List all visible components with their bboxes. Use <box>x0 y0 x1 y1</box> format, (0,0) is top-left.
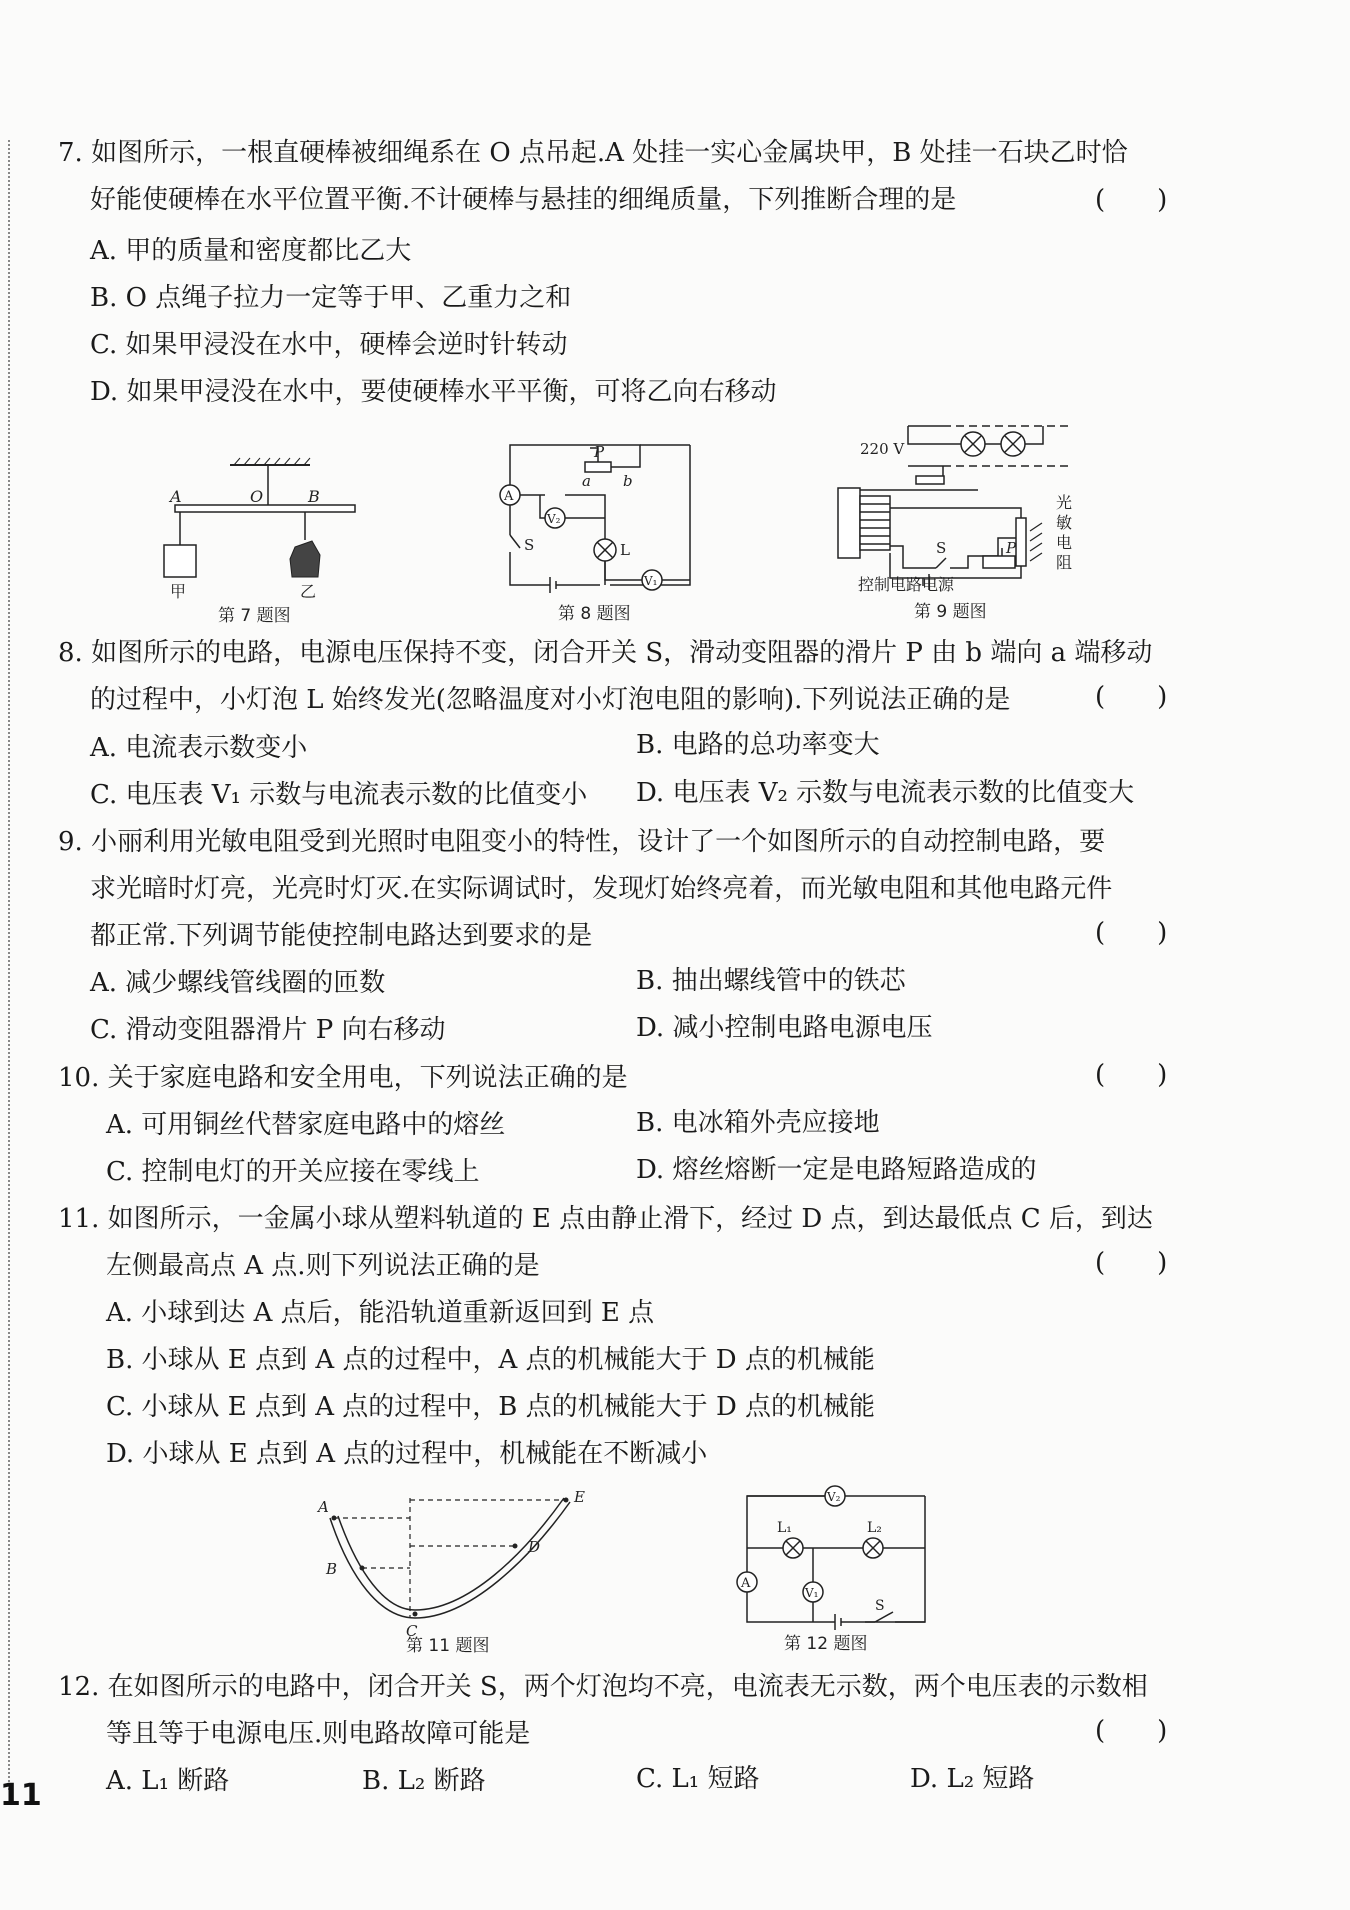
fig12-label-l2: L₂ <box>867 1520 882 1536</box>
q10-answer-paren: ( ) <box>1095 1060 1168 1090</box>
fig7-lever-diagram <box>150 455 370 605</box>
q12-stem-line2: 等且等于电源电压.则电路故障可能是 <box>106 1719 531 1749</box>
q12-option-b: B. L₂ 断路 <box>362 1766 486 1796</box>
q10-option-d: D. 熔丝熔断一定是电路短路造成的 <box>636 1155 1037 1185</box>
fig12-label-v1: V₁ <box>805 1586 819 1600</box>
q12-answer-paren: ( ) <box>1095 1716 1168 1746</box>
fig11-label-a: A <box>318 1498 329 1516</box>
fig7-label-yi: 乙 <box>300 582 317 601</box>
fig12-label-v2: V₂ <box>827 1490 841 1504</box>
q11-option-a: A. 小球到达 A 点后，能沿轨道重新返回到 E 点 <box>106 1298 655 1328</box>
fig8-caption: 第 8 题图 <box>558 604 631 624</box>
q7-option-a: A. 甲的质量和密度都比乙大 <box>90 236 412 266</box>
fig7-caption: 第 7 题图 <box>218 606 291 626</box>
q10-option-c: C. 控制电灯的开关应接在零线上 <box>106 1157 480 1187</box>
q9-answer-paren: ( ) <box>1095 918 1168 948</box>
fig9-label-ldr-4: 阻 <box>1056 553 1073 572</box>
fig9-label-ldr-3: 电 <box>1056 533 1073 552</box>
q12-stem-line1: 12. 在如图所示的电路中，闭合开关 S，两个灯泡均不亮，电流表无示数，两个电压表的示数相 <box>58 1672 1148 1702</box>
fig9-caption: 第 9 题图 <box>914 602 987 622</box>
q12-option-a: A. L₁ 断路 <box>106 1766 230 1796</box>
q12-option-d: D. L₂ 短路 <box>910 1764 1035 1794</box>
q11-stem-line1: 11. 如图所示，一金属小球从塑料轨道的 E 点由静止滑下，经过 D 点，到达最低点 C 后，到达 <box>58 1204 1153 1234</box>
fig12-label-l1: L₁ <box>777 1520 792 1536</box>
q9-option-a: A. 减少螺线管线圈的匝数 <box>90 968 386 998</box>
fig12-circuit-diagram <box>725 1482 945 1632</box>
q12-option-c: C. L₁ 短路 <box>636 1764 760 1794</box>
fig12-caption: 第 12 题图 <box>784 1634 868 1654</box>
fig8-label-l: L <box>620 541 630 559</box>
fig11-label-e: E <box>574 1488 585 1506</box>
fig8-label-p: P <box>594 443 605 461</box>
q9-option-b: B. 抽出螺线管中的铁芯 <box>636 966 906 996</box>
q8-option-a: A. 电流表示数变小 <box>90 733 308 763</box>
page-number: 11 <box>0 1778 42 1813</box>
fig9-label-p: P <box>1006 539 1017 557</box>
q9-option-d: D. 减小控制电路电源电压 <box>636 1013 933 1043</box>
q11-option-d: D. 小球从 E 点到 A 点的过程中，机械能在不断减小 <box>106 1439 708 1469</box>
fig8-label-s: S <box>524 536 535 554</box>
q9-stem-line2: 求光暗时灯亮，光亮时灯灭.在实际调试时，发现灯始终亮着，而光敏电阻和其他电路元件 <box>90 874 1113 904</box>
fig7-label-a: A <box>170 487 182 506</box>
q8-option-b: B. 电路的总功率变大 <box>636 730 880 760</box>
binding-margin-line <box>8 140 10 1790</box>
fig9-label-s: S <box>936 539 947 557</box>
fig12-label-s: S <box>875 1598 885 1614</box>
fig7-label-jia: 甲 <box>170 582 187 601</box>
q7-option-b: B. O 点绳子拉力一定等于甲、乙重力之和 <box>90 283 572 313</box>
q7-option-d: D. 如果甲浸没在水中，要使硬棒水平平衡，可将乙向右移动 <box>90 377 777 407</box>
fig8-label-a: a <box>582 472 591 490</box>
fig7-label-b: B <box>308 487 320 506</box>
q7-option-c: C. 如果甲浸没在水中，硬棒会逆时针转动 <box>90 330 568 360</box>
fig9-label-voltage: 220 V <box>860 440 905 458</box>
fig8-label-ammeter: A <box>504 489 514 504</box>
fig8-label-v1: V₁ <box>644 574 658 588</box>
q8-option-c: C. 电压表 V₁ 示数与电流表示数的比值变小 <box>90 780 588 810</box>
fig9-label-ldr-1: 光 <box>1056 493 1073 512</box>
fig12-label-ammeter: A <box>741 1576 751 1591</box>
q10-option-b: B. 电冰箱外壳应接地 <box>636 1108 880 1138</box>
fig11-track-diagram <box>310 1488 600 1638</box>
fig7-label-o: O <box>250 487 264 506</box>
q9-option-c: C. 滑动变阻器滑片 P 向右移动 <box>90 1015 446 1045</box>
q11-stem-line2: 左侧最高点 A 点.则下列说法正确的是 <box>106 1251 540 1281</box>
q7-stem-line1: 7. 如图所示，一根直硬棒被细绳系在 O 点吊起.A 处挂一实心金属块甲，B 处挂一石块乙时恰 <box>58 138 1128 168</box>
fig9-label-source: 控制电路电源 <box>858 575 955 594</box>
q8-option-d: D. 电压表 V₂ 示数与电流表示数的比值变大 <box>636 778 1135 808</box>
q10-option-a: A. 可用铜丝代替家庭电路中的熔丝 <box>106 1110 506 1140</box>
q10-stem-line1: 10. 关于家庭电路和安全用电，下列说法正确的是 <box>58 1063 628 1093</box>
fig9-label-ldr-2: 敏 <box>1056 513 1073 532</box>
q11-answer-paren: ( ) <box>1095 1248 1168 1278</box>
q8-answer-paren: ( ) <box>1095 682 1168 712</box>
q9-stem-line3: 都正常.下列调节能使控制电路达到要求的是 <box>90 921 593 951</box>
q7-stem-line2: 好能使硬棒在水平位置平衡.不计硬棒与悬挂的细绳质量，下列推断合理的是 <box>90 185 957 215</box>
q8-stem-line1: 8. 如图所示的电路，电源电压保持不变，闭合开关 S，滑动变阻器的滑片 P 由 b 端向 a 端移动 <box>58 638 1153 668</box>
q11-option-c: C. 小球从 E 点到 A 点的过程中，B 点的机械能大于 D 点的机械能 <box>106 1392 876 1422</box>
fig11-label-c: C <box>406 1622 418 1640</box>
fig11-caption: 第 11 题图 <box>406 1636 490 1656</box>
q7-answer-paren: ( ) <box>1095 185 1168 215</box>
q8-stem-line2: 的过程中，小灯泡 L 始终发光(忽略温度对小灯泡电阻的影响).下列说法正确的是 <box>90 685 1011 715</box>
fig11-label-d: D <box>528 1538 541 1556</box>
fig9-relay-diagram <box>828 418 1088 598</box>
fig8-label-v2: V₂ <box>547 512 561 526</box>
fig8-circuit-diagram <box>490 440 700 600</box>
q11-option-b: B. 小球从 E 点到 A 点的过程中，A 点的机械能大于 D 点的机械能 <box>106 1345 875 1375</box>
q9-stem-line1: 9. 小丽利用光敏电阻受到光照时电阻变小的特性，设计了一个如图所示的自动控制电路，要 <box>58 827 1106 857</box>
fig11-label-b: B <box>326 1560 338 1578</box>
fig8-label-b: b <box>623 472 633 490</box>
